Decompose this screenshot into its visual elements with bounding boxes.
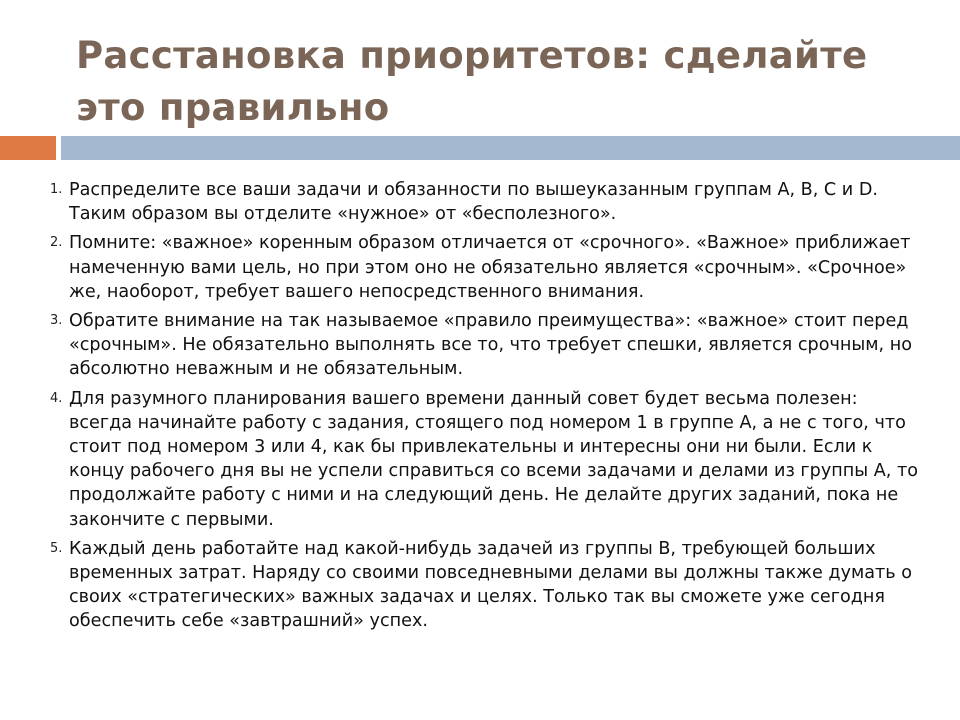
divider-bar	[61, 136, 960, 160]
list-item-3	[50, 309, 920, 382]
list-text: Помните: «важное» коренным образом отличается от «срочного». «Важное» приближает намеченную вами цель, но при этом оно не обязательно является «срочным». «Срочное» же, наоборот, требует вашего непосредственного внимания.	[69, 233, 911, 302]
list-text: Каждый день работайте над какой-нибудь задачей из группы В, требующей больших временных затрат. Наряду со своими повседневными делами вы должны также думать о своих «стратегических» важных задачах и целях. Только так вы сможете уже сегодня обеспечить себе «завтрашний» успех.	[69, 538, 913, 632]
list-number: 5.	[50, 540, 63, 556]
list-text: Для разумного планирования вашего времени данный совет будет весьма полезен: всегда начинайте работу с задания, стоящего под номером 1 в группе А, а не с того, что стоит под номером 3 или 4, как бы привлекательны и интересны они ни были. Если к концу рабочего дня вы не успели справиться со всеми задачами и делами из группы А, то продолжайте работу с ними и на следующий день. Не делайте других заданий, пока не закончите с первыми.	[69, 388, 918, 530]
list-number: 1.	[50, 182, 63, 197]
list-number: 4.	[50, 390, 63, 406]
list-number: 3.	[50, 313, 63, 329]
numbered-list	[50, 178, 920, 639]
list-item-4	[50, 387, 920, 532]
list-text: Распределите все ваши задачи и обязанности по вышеуказанным группам А, В, С и D. Таким образом вы отделите «нужное» от «бесполезного».	[69, 180, 878, 225]
accent-bar	[0, 136, 56, 160]
list-item-5	[50, 537, 920, 634]
list-item-2	[50, 231, 920, 304]
list-item-1	[50, 178, 920, 226]
list-number: 2.	[50, 235, 63, 251]
slide-title: Расстановка приоритетов: сделайте это правильно	[76, 34, 868, 129]
list-text: Обратите внимание на так называемое «правило преимущества»: «важное» стоит перед «срочным». Не обязательно выполнять все то, что требует спешки, является срочным, но абсолютно неважным и не обязательным.	[69, 311, 912, 380]
